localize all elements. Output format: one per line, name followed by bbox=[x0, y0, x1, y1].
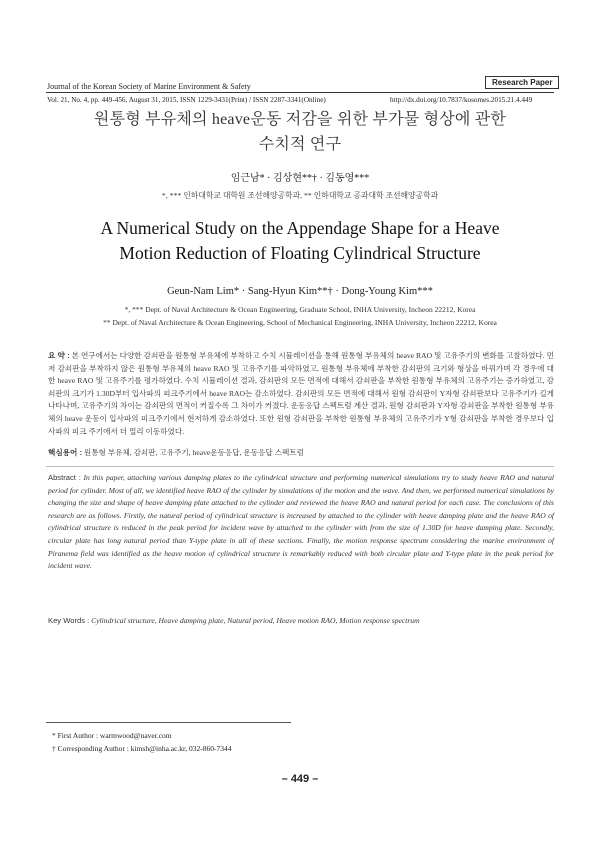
doi-link[interactable]: http://dx.doi.org/10.7837/kosomes.2015.21.4.449 bbox=[390, 96, 533, 104]
korean-keywords-text: 원통형 부유체, 감쇠판, 고유주기, heave운동응답, 운동응답 스펙트럼 bbox=[83, 448, 304, 457]
english-keywords-label: Key Words : bbox=[48, 616, 90, 625]
korean-abstract bbox=[48, 350, 554, 438]
english-authors: Geun-Nam Lim* · Sang-Hyun Kim**† · Dong-Young Kim*** bbox=[167, 286, 433, 297]
header-rule bbox=[46, 92, 554, 93]
english-keywords bbox=[48, 615, 554, 628]
korean-keywords-label: 핵심용어 : bbox=[48, 448, 82, 457]
footnote-rule bbox=[46, 722, 291, 723]
corresponding-author-note: † Corresponding Author : kimsh@inha.ac.kr, 032-860-7344 bbox=[52, 744, 232, 753]
korean-keywords bbox=[48, 447, 554, 460]
english-title-line2: Motion Reduction of Floating Cylindrical Structure bbox=[119, 243, 481, 263]
korean-abstract-label: 요 약 : bbox=[48, 351, 70, 360]
korean-title-line2: 수치적 연구 bbox=[258, 136, 342, 153]
research-paper-badge: Research Paper bbox=[485, 76, 559, 89]
first-author-note: * First Author : warmwood@naver.com bbox=[52, 731, 172, 740]
journal-name: Journal of the Korean Society of Marine Environment & Safety bbox=[47, 82, 251, 91]
english-affiliation-2: ** Dept. of Naval Architecture & Ocean Engineering, School of Mechanical Engineering, INHA University, Incheon 22212, Korea bbox=[103, 318, 497, 327]
page-number: – 449 – bbox=[281, 773, 319, 785]
english-abstract-label: Abstract : bbox=[48, 473, 81, 482]
english-abstract-text: In this paper, attaching various damping plates to the cylindrical structure and performing numerical simulations try to study heave RAO and natural period for cylinder. Most of all, we identified heave RAO of the cylinder by simulations of the motion and the wave. And then, we performed numerical simulations by changing the size and shape of heave damping plate attached to the cylinder and reviewed the heave RAO and natural period for each case. The conclusions of this research are as follows. Firstly, the natural period of cylindrical structure is increased by attached to the cylinder with heave damping plate and the heave RAO of cylindrical structure is reduced in the peak period for incident wave by attached to the cylinder with from the size of 1.30D for heave damping plate. Secondly, circular plate has long natural period than Y-type plate in all of these sections. Finally, the motion response spectrum considering the marine environment of Piranema field was identified as the heave motion of cylindrical structure is remarkably reduced with both circular plate and Y-type plate in the peak period for incident wave. bbox=[48, 473, 554, 571]
english-abstract bbox=[48, 472, 554, 573]
english-affiliation-1: *, *** Dept. of Naval Architecture & Ocean Engineering, Graduate School, INHA University, Incheon 22212, Korea bbox=[124, 305, 476, 314]
korean-authors: 임근남* · 김상현**† · 김동영*** bbox=[230, 173, 370, 184]
korean-abstract-text: 본 연구에서는 다양한 감쇠판을 원통형 부유체에 부착하고 수치 시뮬레이션을 통해 원통형 부유체의 heave RAO 및 고유주기의 변화를 고찰하였다. 먼저 감쇠판을 부착하지 않은 원통형 부유체의 heave RAO 및 고유주기를 파악하였고, 원통형 부유체에 부착한 감쇠판의 크기와 형상을 바꿔가며 각 경우에 대한 heave RAO 및 고유주기를 평가하였다. 수치 시뮬레이션 결과, 감쇠판의 모든 면적에 대해서 감쇠판을 부착한 원통형 부유체의 고유주기는 증가하였고, 감쇠판의 크기가 1.30D부터 입사파의 피크주기에서 heave RAO는 감소하였다. 감쇠판의 모든 면적에 대해서 원형 감쇠판이 Y자형 감쇠판보다 고유주기가 길게 나타나며, 고유주기의 차이는 감쇠판의 면적이 커질수록 그 차이가 커졌다. 운동응답 스펙트럼 계산 결과, 원형 감쇠판과 Y자형 감쇠판을 부착한 원통형 부유체의 heave 운동이 입사파의 피크주기에서 현저하게 감소하였다. 또한 원형 감쇠판을 부착한 원통형 부유체의 고유주기가 Y형 감쇠판을 부착한 경우보다 입사파의 피크 주기에서 더 멀리 이동하였다. bbox=[48, 351, 554, 436]
keywords-divider bbox=[46, 466, 554, 467]
volume-info: Vol. 21, No. 4, pp. 449-456, August 31, 2015, ISSN 1229-3431(Print) / ISSN 2287-3341(Online) bbox=[47, 96, 326, 104]
korean-title-line1: 원통형 부유체의 heave운동 저감을 위한 부가물 형상에 관한 bbox=[93, 111, 507, 128]
korean-affiliation: *, *** 인하대학교 대학원 조선해양공학과, ** 인하대학교 공과대학 조선해양공학과 bbox=[161, 191, 439, 200]
english-title-line1: A Numerical Study on the Appendage Shape for a Heave bbox=[100, 218, 500, 238]
english-keywords-text: Cylindrical structure, Heave damping plate, Natural period, Heave motion RAO, Motion response spectrum bbox=[91, 616, 420, 625]
